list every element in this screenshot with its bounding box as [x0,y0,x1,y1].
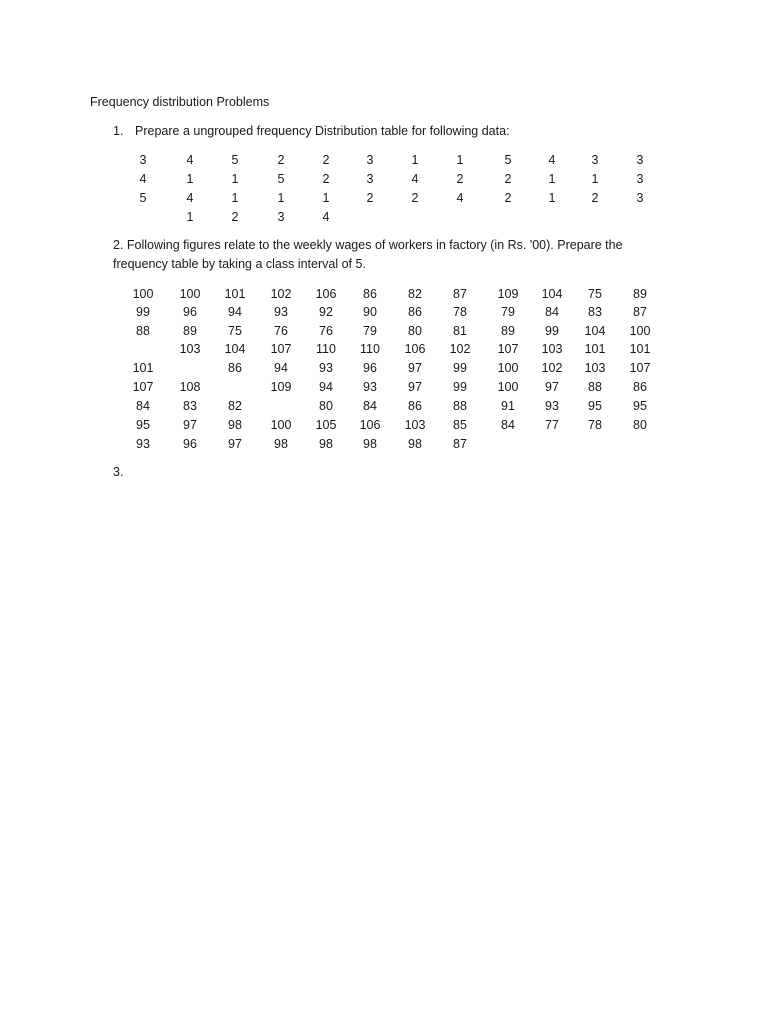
question-2-data-cell: 94 [228,305,242,319]
question-2-data-cell: 100 [132,287,154,301]
question-1-data-cell: 2 [366,191,374,205]
question-2-data-cell: 97 [408,361,422,375]
question-2-data-cell: 97 [228,437,242,451]
question-1-data-cell: 4 [186,191,194,205]
question-1-data-cell: 1 [231,172,239,186]
question-1-data-cell: 5 [277,172,285,186]
question-1-text: Prepare a ungrouped frequency Distribution table for following data: [135,124,510,138]
question-2-data-cell: 87 [453,287,467,301]
question-2-data-cell: 75 [588,287,602,301]
question-1-data-cell: 2 [504,172,512,186]
question-2-data-cell: 106 [359,418,381,432]
question-1-data-cell: 3 [366,153,374,167]
question-2-data-cell: 85 [453,418,467,432]
question-1-data-cell: 1 [591,172,599,186]
question-1-data-cell: 1 [548,172,556,186]
question-1-data-cell: 5 [139,191,147,205]
question-2-data-cell: 86 [363,287,377,301]
question-2-data-cell: 104 [224,342,246,356]
question-2-data-cell: 87 [633,305,647,319]
question-2-text-line-1: 2. Following figures relate to the weekly wages of workers in factory (in Rs. '00). Prepare the [113,238,623,252]
question-2-data-cell: 76 [319,324,333,338]
question-2-data-cell: 99 [453,380,467,394]
question-2-data-cell: 84 [501,418,515,432]
question-2-data-cell: 101 [224,287,246,301]
question-2-data-cell: 95 [633,399,647,413]
question-2-data-cell: 93 [319,361,333,375]
question-1-data-cell: 1 [322,191,330,205]
question-1-data-cell: 4 [186,153,194,167]
question-2-data-cell: 80 [633,418,647,432]
question-2-data-cell: 101 [132,361,154,375]
question-2-data-cell: 97 [408,380,422,394]
question-1-data-cell: 2 [231,210,239,224]
question-1-data-cell: 1 [186,210,194,224]
question-2-data-cell: 88 [588,380,602,394]
question-2-data-cell: 107 [132,380,154,394]
question-2-data-cell: 86 [633,380,647,394]
question-1-number: 1. [113,124,124,138]
question-1-data-cell: 1 [456,153,464,167]
question-2-data-cell: 87 [453,437,467,451]
question-2-data-cell: 103 [179,342,201,356]
question-1-data-cell: 4 [411,172,419,186]
question-2-data-cell: 93 [136,437,150,451]
question-2-data-cell: 103 [404,418,426,432]
question-2-data-cell: 99 [453,361,467,375]
question-3-number: 3. [113,465,124,479]
question-2-data-cell: 95 [136,418,150,432]
question-1-data-cell: 2 [504,191,512,205]
question-2-data-cell: 89 [633,287,647,301]
question-2-data-cell: 82 [408,287,422,301]
question-2-data-cell: 103 [541,342,563,356]
question-2-data-cell: 98 [363,437,377,451]
question-2-data-cell: 96 [183,437,197,451]
question-2-data-cell: 100 [629,324,651,338]
question-2-data-cell: 86 [228,361,242,375]
question-2-data-cell: 86 [408,305,422,319]
question-2-data-cell: 89 [501,324,515,338]
question-2-data-cell: 94 [319,380,333,394]
question-2-data-cell: 107 [497,342,519,356]
question-2-data-cell: 100 [270,418,292,432]
question-2-data-cell: 86 [408,399,422,413]
question-1-data-cell: 3 [366,172,374,186]
question-1-data-cell: 1 [231,191,239,205]
question-2-data-cell: 97 [545,380,559,394]
question-2-data-cell: 82 [228,399,242,413]
question-2-data-cell: 107 [270,342,292,356]
question-1-data-cell: 2 [322,153,330,167]
question-2-data-cell: 95 [588,399,602,413]
question-2-data-cell: 77 [545,418,559,432]
question-2-data-cell: 83 [588,305,602,319]
question-2-data-cell: 75 [228,324,242,338]
question-1-data-cell: 4 [456,191,464,205]
question-1-data-cell: 3 [636,191,644,205]
question-2-data-cell: 110 [360,342,380,356]
question-1-data-cell: 3 [277,210,285,224]
question-2-data-cell: 102 [270,287,292,301]
question-2-data-cell: 88 [136,324,150,338]
question-1-data-cell: 3 [591,153,599,167]
question-2-data-cell: 88 [453,399,467,413]
question-2-data-cell: 102 [541,361,563,375]
question-2-data-cell: 101 [629,342,651,356]
question-1-data-cell: 2 [411,191,419,205]
question-2-data-cell: 100 [179,287,201,301]
question-1-data-cell: 2 [456,172,464,186]
question-1-data-cell: 5 [231,153,239,167]
question-2-data-cell: 106 [315,287,337,301]
question-2-data-cell: 110 [316,342,336,356]
question-2-data-cell: 89 [183,324,197,338]
question-2-data-cell: 80 [319,399,333,413]
question-2-data-cell: 96 [183,305,197,319]
question-2-data-cell: 106 [404,342,426,356]
question-1-data-cell: 1 [548,191,556,205]
question-2-data-cell: 80 [408,324,422,338]
question-1-data-cell: 2 [277,153,285,167]
question-2-data-cell: 107 [629,361,651,375]
question-2-data-cell: 79 [363,324,377,338]
question-2-data-cell: 94 [274,361,288,375]
question-1-data-cell: 4 [548,153,556,167]
question-2-data-cell: 91 [501,399,515,413]
question-1-data-cell: 3 [636,153,644,167]
question-2-data-cell: 93 [545,399,559,413]
question-2-data-cell: 104 [584,324,606,338]
question-2-data-cell: 109 [497,287,519,301]
question-2-data-cell: 103 [584,361,606,375]
question-1-data-cell: 3 [139,153,147,167]
question-2-data-cell: 98 [228,418,242,432]
question-1-data-cell: 2 [322,172,330,186]
question-1-data-cell: 2 [591,191,599,205]
question-2-data-cell: 92 [319,305,333,319]
question-2-data-cell: 108 [179,380,201,394]
question-2-data-cell: 93 [363,380,377,394]
question-2-data-cell: 96 [363,361,377,375]
question-2-data-cell: 98 [274,437,288,451]
question-2-data-cell: 79 [501,305,515,319]
question-1-data-cell: 4 [322,210,330,224]
question-2-data-cell: 93 [274,305,288,319]
question-2-data-cell: 90 [363,305,377,319]
question-1-data-cell: 5 [504,153,512,167]
question-2-data-cell: 101 [584,342,606,356]
question-2-data-cell: 97 [183,418,197,432]
question-1-data-cell: 3 [636,172,644,186]
question-2-data-cell: 100 [497,380,519,394]
question-2-data-cell: 84 [545,305,559,319]
question-2-data-cell: 83 [183,399,197,413]
question-1-data-cell: 1 [277,191,285,205]
question-2-data-cell: 84 [136,399,150,413]
question-1-data-cell: 1 [411,153,419,167]
question-2-data-cell: 76 [274,324,288,338]
document-heading: Frequency distribution Problems [90,95,270,109]
question-2-data-cell: 109 [270,380,292,394]
question-2-data-cell: 84 [363,399,377,413]
question-2-data-cell: 78 [453,305,467,319]
question-1-data-cell: 4 [139,172,147,186]
question-2-data-cell: 99 [545,324,559,338]
question-1-data-cell: 1 [186,172,194,186]
question-2-data-cell: 100 [497,361,519,375]
question-2-data-cell: 98 [319,437,333,451]
question-2-data-cell: 105 [315,418,337,432]
question-2-data-cell: 99 [136,305,150,319]
question-2-data-cell: 81 [453,324,467,338]
question-2-data-cell: 78 [588,418,602,432]
question-2-data-cell: 102 [449,342,471,356]
question-2-text-line-2: frequency table by taking a class interval of 5. [113,257,366,271]
question-2-data-cell: 104 [541,287,563,301]
question-2-data-cell: 98 [408,437,422,451]
